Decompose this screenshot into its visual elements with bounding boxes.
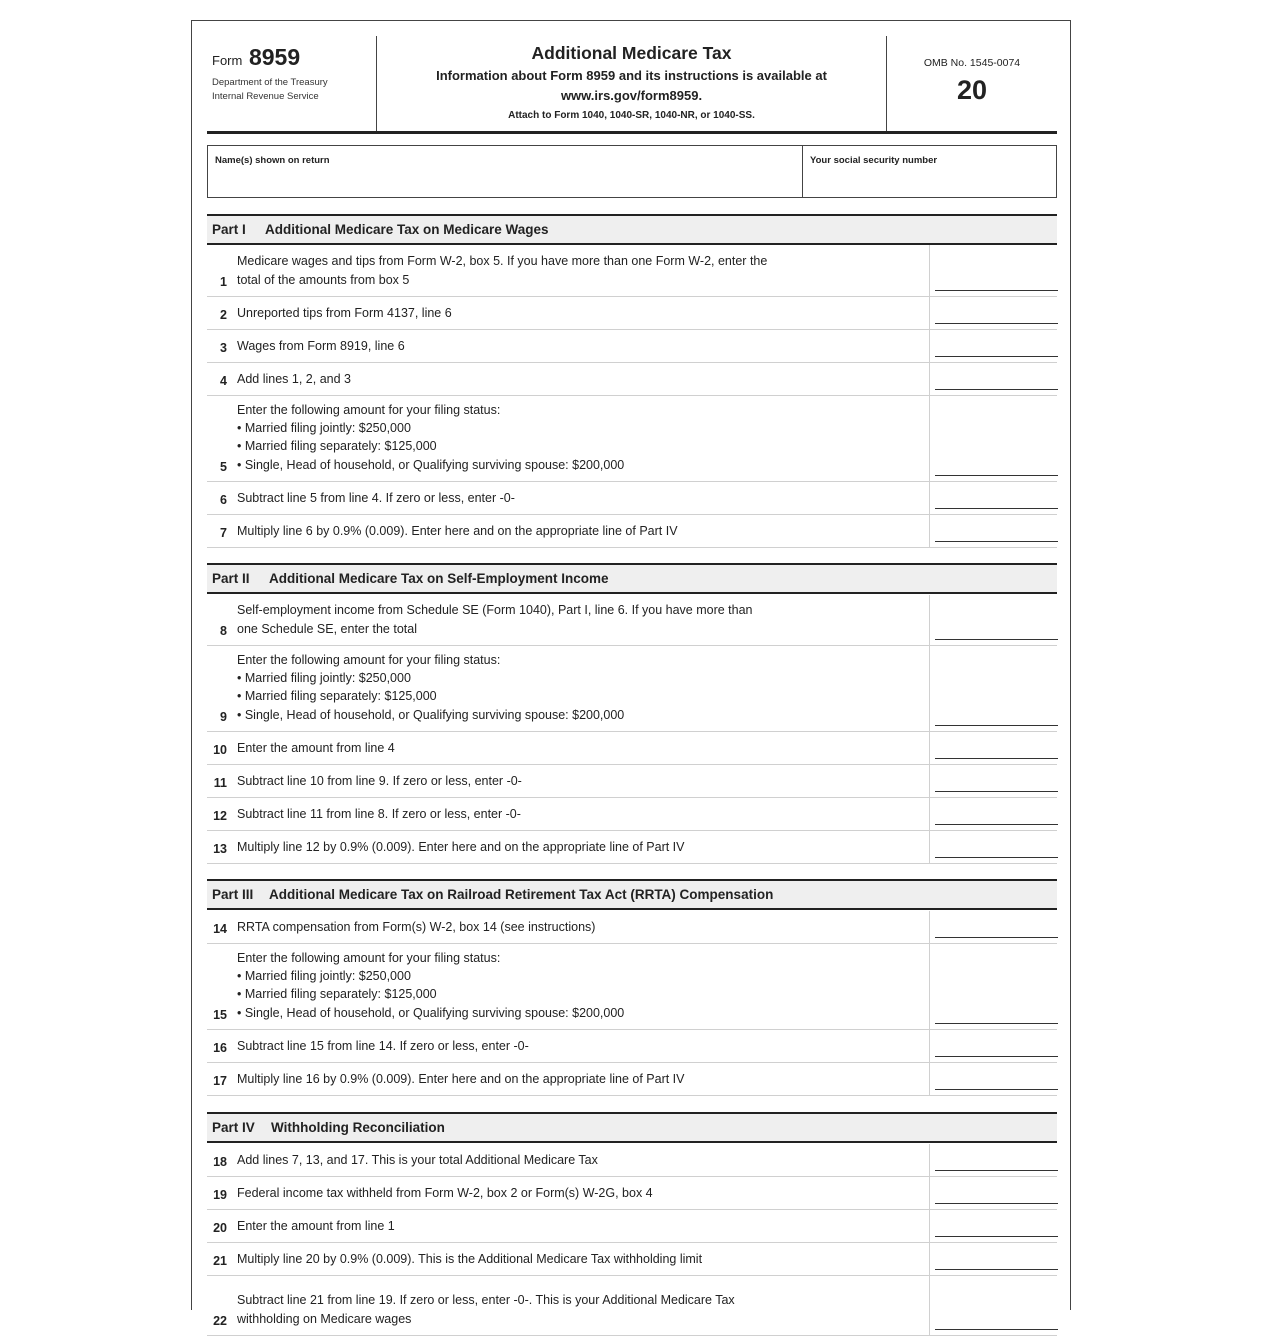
form-line-row	[207, 1243, 1057, 1276]
department	[212, 76, 328, 104]
form-page	[191, 20, 1071, 1328]
line-description	[237, 489, 917, 507]
tax-year: 20	[956, 75, 988, 105]
line-description	[237, 1217, 917, 1235]
part-title: Additional Medicare Tax on Railroad Retirement Tax Act (RRTA) Compensation	[269, 887, 774, 902]
amount-cell	[929, 396, 1058, 481]
line-7-amount-input[interactable]	[935, 521, 1058, 542]
line-description	[237, 838, 917, 856]
ssn-label: Your social security number	[810, 155, 938, 166]
line-number: 12	[213, 809, 227, 823]
line-text: Self-employment income from Schedule SE (Form 1040), Part I, line 6. If you have more than	[237, 603, 753, 618]
line-text: Medicare wages and tips from Form W-2, box 5. If you have more than one Form W-2, enter the	[237, 254, 768, 269]
line-number: 6	[220, 493, 227, 507]
part-header	[207, 563, 1057, 594]
line-description	[237, 739, 917, 757]
line-21-amount-input[interactable]	[935, 1249, 1058, 1270]
line-text: Enter the following amount for your filing status:	[237, 652, 501, 667]
line-description	[237, 252, 917, 289]
line-number: 11	[213, 776, 227, 790]
amount-cell	[929, 1276, 1058, 1335]
form-info	[407, 66, 856, 106]
form-line-row	[207, 1210, 1057, 1243]
line-17-amount-input[interactable]	[935, 1069, 1058, 1090]
ssn-cell	[803, 146, 1056, 197]
line-description	[237, 1037, 917, 1055]
line-1-amount-input[interactable]	[935, 270, 1058, 291]
line-number: 1	[220, 275, 227, 289]
amount-cell	[929, 1144, 1058, 1176]
amount-cell	[929, 1177, 1058, 1209]
line-text: • Single, Head of household, or Qualifying surviving spouse: $200,000	[237, 1005, 625, 1020]
line-20-amount-input[interactable]	[935, 1216, 1058, 1237]
identity-box	[207, 145, 1057, 198]
amount-cell	[929, 911, 1058, 943]
line-text: • Married filing separately: $125,000	[237, 987, 437, 1002]
line-text: Multiply line 16 by 0.9% (0.009). Enter here and on the appropriate line of Part IV	[237, 1071, 685, 1086]
line-description	[237, 918, 917, 936]
line-number: 5	[220, 460, 227, 474]
line-number: 15	[213, 1008, 227, 1022]
form-line-row	[207, 1063, 1057, 1096]
amount-cell	[929, 798, 1058, 830]
line-text: RRTA compensation from Form(s) W-2, box 14 (see instructions)	[237, 919, 596, 934]
line-number: 16	[213, 1041, 227, 1055]
form-header	[207, 36, 1057, 134]
form-line-row	[207, 1030, 1057, 1063]
line-text: one Schedule SE, enter the total	[237, 621, 417, 636]
line-number: 20	[213, 1221, 227, 1235]
line-text: Multiply line 12 by 0.9% (0.009). Enter here and on the appropriate line of Part IV	[237, 839, 685, 854]
line-description	[237, 1250, 917, 1268]
line-number: 17	[213, 1074, 227, 1088]
line-number: 22	[213, 1314, 227, 1328]
line-12-amount-input[interactable]	[935, 804, 1058, 825]
omb-block	[887, 36, 1057, 131]
line-text: Subtract line 5 from line 4. If zero or less, enter -0-	[237, 490, 515, 505]
line-text: Subtract line 11 from line 8. If zero or less, enter -0-	[237, 806, 521, 821]
form-line-row	[207, 1144, 1057, 1177]
form-line-row	[207, 765, 1057, 798]
info-line-1: Information about Form 8959 and its instructions is available at	[436, 68, 827, 83]
name-input[interactable]	[214, 172, 796, 194]
line-description	[237, 1184, 917, 1202]
line-description	[237, 1151, 917, 1169]
line-text: • Married filing jointly: $250,000	[237, 969, 411, 984]
line-text: • Married filing separately: $125,000	[237, 689, 437, 704]
line-description	[237, 370, 917, 388]
line-5-amount-input[interactable]	[935, 455, 1058, 476]
form-line-row	[207, 798, 1057, 831]
line-number: 18	[213, 1155, 227, 1169]
part-header	[207, 214, 1057, 245]
amount-cell	[929, 1063, 1058, 1095]
line-text: • Married filing jointly: $250,000	[237, 671, 411, 686]
line-text: Add lines 1, 2, and 3	[237, 371, 351, 386]
form-line-row	[207, 482, 1057, 515]
line-description	[237, 1070, 917, 1088]
amount-cell	[929, 515, 1058, 547]
line-11-amount-input[interactable]	[935, 771, 1058, 792]
line-number: 4	[220, 374, 227, 388]
line-18-amount-input[interactable]	[935, 1150, 1058, 1171]
line-text: Multiply line 20 by 0.9% (0.009). This is the Additional Medicare Tax withholding limit	[237, 1251, 703, 1266]
amount-cell	[929, 765, 1058, 797]
line-description	[237, 949, 917, 1022]
line-text: Wages from Form 8919, line 6	[237, 338, 405, 353]
line-description	[237, 805, 917, 823]
part-header	[207, 879, 1057, 910]
form-number: 8959	[248, 44, 301, 70]
line-number: 19	[213, 1188, 227, 1202]
name-label: Name(s) shown on return	[215, 155, 330, 166]
line-2-amount-input[interactable]	[935, 303, 1058, 324]
line-number: 2	[220, 308, 227, 322]
form-line-row	[207, 396, 1057, 482]
line-text: Subtract line 10 from line 9. If zero or less, enter -0-	[237, 773, 522, 788]
line-19-amount-input[interactable]	[935, 1183, 1058, 1204]
dept-line-2: Internal Revenue Service	[212, 91, 319, 102]
amount-cell	[929, 595, 1058, 645]
form-line-row	[207, 245, 1057, 297]
line-number: 3	[220, 341, 227, 355]
line-9-amount-input[interactable]	[935, 705, 1058, 726]
form-id-block	[207, 36, 377, 131]
line-text: withholding on Medicare wages	[237, 1311, 412, 1326]
part-title: Additional Medicare Tax on Medicare Wages	[265, 222, 549, 237]
line-10-amount-input[interactable]	[935, 738, 1058, 759]
line-description	[237, 304, 917, 322]
amount-cell	[929, 1030, 1058, 1062]
amount-cell	[929, 363, 1058, 395]
part-label: Part III	[212, 887, 254, 902]
form-line-row	[207, 1276, 1057, 1336]
ssn-input[interactable]	[809, 172, 1050, 194]
line-description	[237, 772, 917, 790]
amount-cell	[929, 1243, 1058, 1275]
line-number: 13	[213, 842, 227, 856]
line-text: Enter the amount from line 1	[237, 1218, 395, 1233]
line-text: total of the amounts from box 5	[237, 272, 410, 287]
attach-note: Attach to Form 1040, 1040-SR, 1040-NR, or 1040-SS.	[508, 110, 755, 121]
line-text: Add lines 7, 13, and 17. This is your total Additional Medicare Tax	[237, 1152, 598, 1167]
form-line-row	[207, 363, 1057, 396]
line-8-amount-input[interactable]	[935, 619, 1058, 640]
line-text: Subtract line 21 from line 19. If zero or less, enter -0-. This is your Additional Medicare Tax	[237, 1293, 735, 1308]
form-title: Additional Medicare Tax	[531, 43, 732, 63]
amount-cell	[929, 944, 1058, 1029]
form-line-row	[207, 732, 1057, 765]
part-title: Withholding Reconciliation	[271, 1120, 445, 1135]
form-line-row	[207, 1177, 1057, 1210]
amount-cell	[929, 245, 1058, 296]
form-line-row	[207, 831, 1057, 864]
line-text: • Single, Head of household, or Qualifying surviving spouse: $200,000	[237, 457, 625, 472]
line-text: Enter the following amount for your filing status:	[237, 950, 501, 965]
amount-cell	[929, 831, 1058, 863]
line-description	[237, 601, 917, 638]
form-number-line	[212, 44, 300, 71]
form-line-row	[207, 330, 1057, 363]
form-line-row	[207, 944, 1057, 1030]
amount-cell	[929, 297, 1058, 329]
line-text: • Single, Head of household, or Qualifying surviving spouse: $200,000	[237, 707, 625, 722]
form-line-row	[207, 646, 1057, 732]
line-text: Federal income tax withheld from Form W-2, box 2 or Form(s) W-2G, box 4	[237, 1185, 653, 1200]
line-description	[237, 337, 917, 355]
form-line-row	[207, 297, 1057, 330]
line-description	[237, 651, 917, 724]
line-22-amount-input[interactable]	[935, 1309, 1058, 1330]
line-number: 8	[220, 624, 227, 638]
line-description	[237, 401, 917, 474]
line-number: 7	[220, 526, 227, 540]
line-number: 21	[213, 1254, 227, 1268]
line-13-amount-input[interactable]	[935, 837, 1058, 858]
form-line-row	[207, 515, 1057, 548]
line-description	[237, 1291, 917, 1328]
omb-number: OMB No. 1545-0074	[923, 57, 1021, 69]
info-link[interactable]: www.irs.gov/form8959.	[560, 88, 703, 103]
line-number: 14	[213, 922, 227, 936]
line-number: 10	[213, 743, 227, 757]
line-text: • Married filing separately: $125,000	[237, 439, 437, 454]
dept-line-1: Department of the Treasury	[212, 77, 328, 88]
form-word: Form	[212, 53, 243, 68]
line-14-amount-input[interactable]	[935, 917, 1058, 938]
amount-cell	[929, 646, 1058, 731]
line-4-amount-input[interactable]	[935, 369, 1058, 390]
amount-cell	[929, 732, 1058, 764]
line-15-amount-input[interactable]	[935, 1003, 1058, 1024]
part-title: Additional Medicare Tax on Self-Employment Income	[269, 571, 609, 586]
amount-cell	[929, 482, 1058, 514]
part-label: Part IV	[212, 1120, 255, 1135]
amount-cell	[929, 1210, 1058, 1242]
line-text: Enter the amount from line 4	[237, 740, 395, 755]
line-text: • Married filing jointly: $250,000	[237, 421, 411, 436]
part-label: Part I	[212, 222, 246, 237]
name-cell	[208, 146, 803, 197]
line-3-amount-input[interactable]	[935, 336, 1058, 357]
line-text: Enter the following amount for your filing status:	[237, 402, 501, 417]
part-header	[207, 1112, 1057, 1143]
line-text: Subtract line 15 from line 14. If zero or less, enter -0-	[237, 1038, 529, 1053]
line-number: 9	[220, 710, 227, 724]
line-description	[237, 522, 917, 540]
part-label: Part II	[212, 571, 250, 586]
line-6-amount-input[interactable]	[935, 488, 1058, 509]
form-line-row	[207, 911, 1057, 944]
line-16-amount-input[interactable]	[935, 1036, 1058, 1057]
form-title-block	[377, 36, 887, 131]
line-text: Multiply line 6 by 0.9% (0.009). Enter here and on the appropriate line of Part IV	[237, 523, 678, 538]
line-text: Unreported tips from Form 4137, line 6	[237, 305, 452, 320]
amount-cell	[929, 330, 1058, 362]
form-line-row	[207, 595, 1057, 646]
